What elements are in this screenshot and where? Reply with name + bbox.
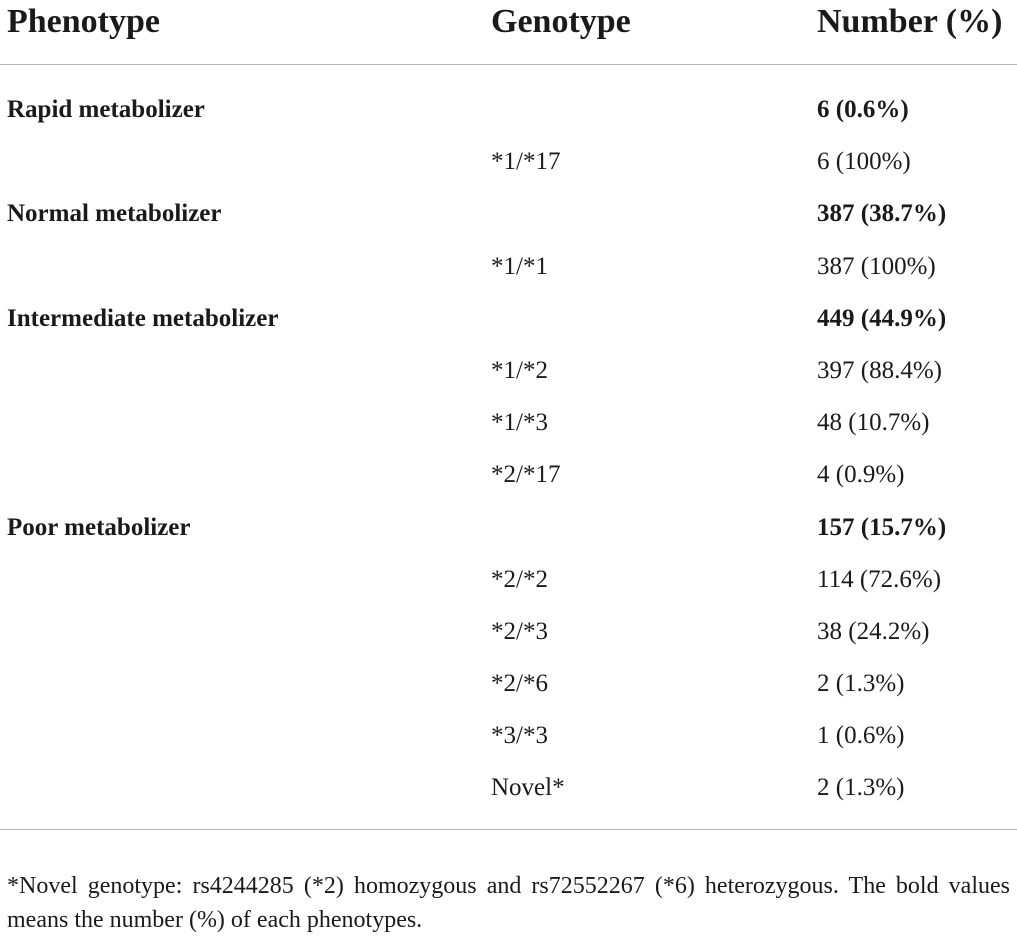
header-genotype: Genotype xyxy=(491,3,631,40)
table-row xyxy=(0,449,1017,501)
table-row xyxy=(0,136,1017,188)
genotype-cell: *1/*17 xyxy=(491,148,561,176)
genotype-cell: *3/*3 xyxy=(491,722,548,750)
genotype-cell: *2/*17 xyxy=(491,461,561,489)
phenotype-cell: Poor metabolizer xyxy=(7,513,191,541)
number-cell: 48 (10.7%) xyxy=(817,409,930,437)
number-cell: 157 (15.7%) xyxy=(817,513,947,541)
number-cell: 387 (100%) xyxy=(817,252,936,280)
phenotype-cell: Intermediate metabolizer xyxy=(7,304,279,332)
table-row xyxy=(0,710,1017,762)
table-row xyxy=(0,397,1017,449)
table-row xyxy=(0,345,1017,397)
header-phenotype: Phenotype xyxy=(7,3,160,40)
table-row xyxy=(0,606,1017,658)
number-cell: 4 (0.9%) xyxy=(817,461,905,489)
phenotype-cell: Normal metabolizer xyxy=(7,200,222,228)
number-cell: 114 (72.6%) xyxy=(817,565,942,593)
number-cell: 6 (100%) xyxy=(817,148,911,176)
header-number: Number (%) xyxy=(817,3,1003,40)
table-row xyxy=(0,554,1017,606)
table-header-row xyxy=(0,0,1017,65)
genotype-cell: *2/*6 xyxy=(491,670,548,698)
table-row xyxy=(0,188,1017,240)
table-row xyxy=(0,658,1017,710)
number-cell: 38 (24.2%) xyxy=(817,617,930,645)
table-row xyxy=(0,762,1017,814)
number-cell: 449 (44.9%) xyxy=(817,304,947,332)
table-row xyxy=(0,502,1017,554)
table-row xyxy=(0,241,1017,293)
number-cell: 6 (0.6%) xyxy=(817,96,909,123)
genotype-cell: *1/*1 xyxy=(491,252,548,280)
table-row xyxy=(0,293,1017,345)
number-cell: 2 (1.3%) xyxy=(817,774,905,802)
genotype-cell: Novel* xyxy=(491,774,565,802)
number-cell: 2 (1.3%) xyxy=(817,670,905,698)
genotype-cell: *1/*2 xyxy=(491,356,548,384)
genotype-cell: *2/*2 xyxy=(491,565,548,593)
number-cell: 397 (88.4%) xyxy=(817,356,942,384)
table-footnote: *Novel genotype: rs4244285 (*2) homozygous and rs72552267 (*6) heterozygous. The bold values means the number (%) of each phenotypes. xyxy=(7,873,1010,933)
genotype-cell: *1/*3 xyxy=(491,409,548,437)
table-bottom-rule xyxy=(0,829,1017,830)
phenotype-cell: Rapid metabolizer xyxy=(7,96,205,123)
number-cell: 1 (0.6%) xyxy=(817,722,905,750)
number-cell: 387 (38.7%) xyxy=(817,200,947,228)
table-body xyxy=(0,84,1017,815)
genotype-cell: *2/*3 xyxy=(491,617,548,645)
table-row xyxy=(0,84,1017,136)
